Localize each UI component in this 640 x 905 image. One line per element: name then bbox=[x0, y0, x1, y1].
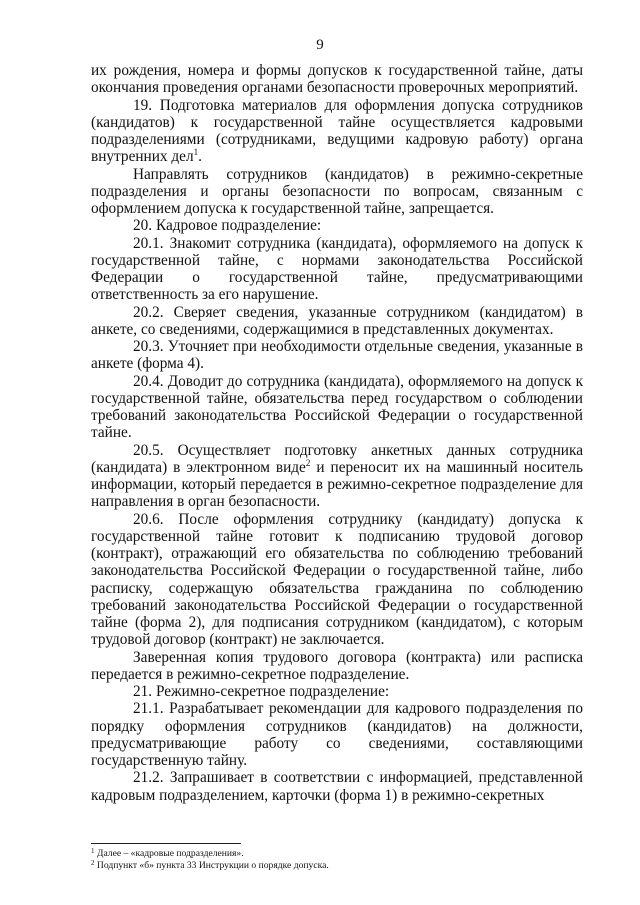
paragraph-20-6 bbox=[91, 511, 583, 649]
footnote-ref-2: 2 bbox=[305, 457, 311, 468]
paragraph-19 bbox=[91, 97, 583, 166]
paragraph-text: 20.3. Уточняет при необходимости отдельные сведения, указанные в анкете (форма 4). bbox=[91, 338, 583, 373]
footnote-mark: 2 bbox=[91, 859, 95, 867]
footnotes bbox=[91, 848, 583, 872]
paragraph-text-tail: и переносит их на машинный носитель информации, который передается в режимно-секретное подразделение для направления в орган безопасности. bbox=[91, 458, 583, 511]
footnote-ref-1: 1 bbox=[193, 147, 199, 158]
paragraph-text: 20.1. Знакомит сотрудника (кандидата), оформляемого на допуск к государственной тайне, с нормами законодательства Российской Федерации о государственной тайне, предусматривающими ответственность за его нарушение. bbox=[91, 234, 583, 304]
paragraph-text: 21.1. Разрабатывает рекомендации для кадрового подразделения по порядку оформления сотрудников (кандидатов) на должности, предусматривающие работу со сведениями, составляющими государственную тайну. bbox=[91, 700, 583, 769]
paragraph-text: 20.5. Осуществляет подготовку анкетных данных сотрудника (кандидата) в электронном виде bbox=[91, 441, 583, 476]
paragraph-text: 21. Режимно-секретное подразделение: bbox=[133, 683, 390, 700]
paragraph-continuation bbox=[91, 62, 583, 97]
paragraph-21-2 bbox=[91, 769, 583, 804]
paragraph-19-ban bbox=[91, 166, 583, 218]
paragraph-text: 20.4. Доводит до сотрудника (кандидата), оформляемого на допуск к государственной тайне, обязательства перед государством о соблюдении требований законодательства Российской Федерации о государственной тайне. bbox=[91, 372, 583, 442]
footnote-text: Подпункт «б» пункта 33 Инструкции о порядке допуска. bbox=[94, 860, 329, 871]
paragraph-text: 20.2. Сверяет сведения, указанные сотрудником (кандидатом) в анкете, со сведениями, содержащимися в представленных документах. bbox=[91, 303, 583, 338]
paragraph-20-5 bbox=[91, 442, 583, 511]
paragraph-20-1 bbox=[91, 235, 583, 304]
paragraph-20-6-copy bbox=[91, 649, 583, 684]
footnote-text: Далее – «кадровые подразделения». bbox=[94, 848, 244, 859]
footnote-mark: 1 bbox=[91, 847, 95, 855]
footnote-2 bbox=[91, 860, 583, 872]
footnote-divider bbox=[91, 843, 241, 844]
footnote-1 bbox=[91, 848, 583, 860]
paragraph-text: 19. Подготовка материалов для оформления допуска сотрудников (кандидатов) к государственной тайне осуществляется кадровыми подразделениями (сотрудниками, ведущими кадровую работу) органа внутренних дел bbox=[91, 96, 583, 166]
paragraph-20-3 bbox=[91, 338, 583, 373]
paragraph-text: Направлять сотрудников (кандидатов) в режимно-секретные подразделения и органы безопасности по вопросам, связанным с оформлением допуска к государственной тайне, запрещается. bbox=[91, 165, 583, 217]
paragraph-text: 20. Кадровое подразделение: bbox=[133, 217, 322, 235]
paragraph-text: Заверенная копия трудового договора (контракта) или расписка передается в режимно-секретное подразделение. bbox=[91, 648, 583, 683]
paragraph-21-1 bbox=[91, 700, 583, 769]
paragraph-20-2 bbox=[91, 304, 583, 339]
paragraph-20-heading bbox=[91, 217, 583, 234]
paragraph-text: 21.2. Запрашивает в соответствии с информацией, представленной кадровым подразделением, карточки (форма 1) в режимно-секретных bbox=[91, 769, 583, 804]
paragraph-21-heading bbox=[91, 683, 583, 700]
page-number: 9 bbox=[316, 37, 324, 53]
paragraph-text: их рождения, номера и формы допусков к государственной тайне, даты окончания проведения органами безопасности проверочных мероприятий. bbox=[91, 62, 583, 97]
paragraph-20-4 bbox=[91, 373, 583, 442]
paragraph-text: 20.6. После оформления сотруднику (кандидату) допуска к государственной тайне готовит к подписанию трудовой договор (контракт), отражающий его обязательства по соблюдению требований законодательства Российской Федерации о государственной тайне, либо расписку, содержащую обязательства гражданина по соблюдению требований законодательства Российской Федерации о государственной тайне (форма 2), для подписания сотрудником (кандидатом), с которым трудовой договор (контракт) не заключается. bbox=[91, 510, 583, 649]
paragraph-text-tail: . bbox=[198, 148, 202, 166]
body-text bbox=[91, 62, 583, 804]
